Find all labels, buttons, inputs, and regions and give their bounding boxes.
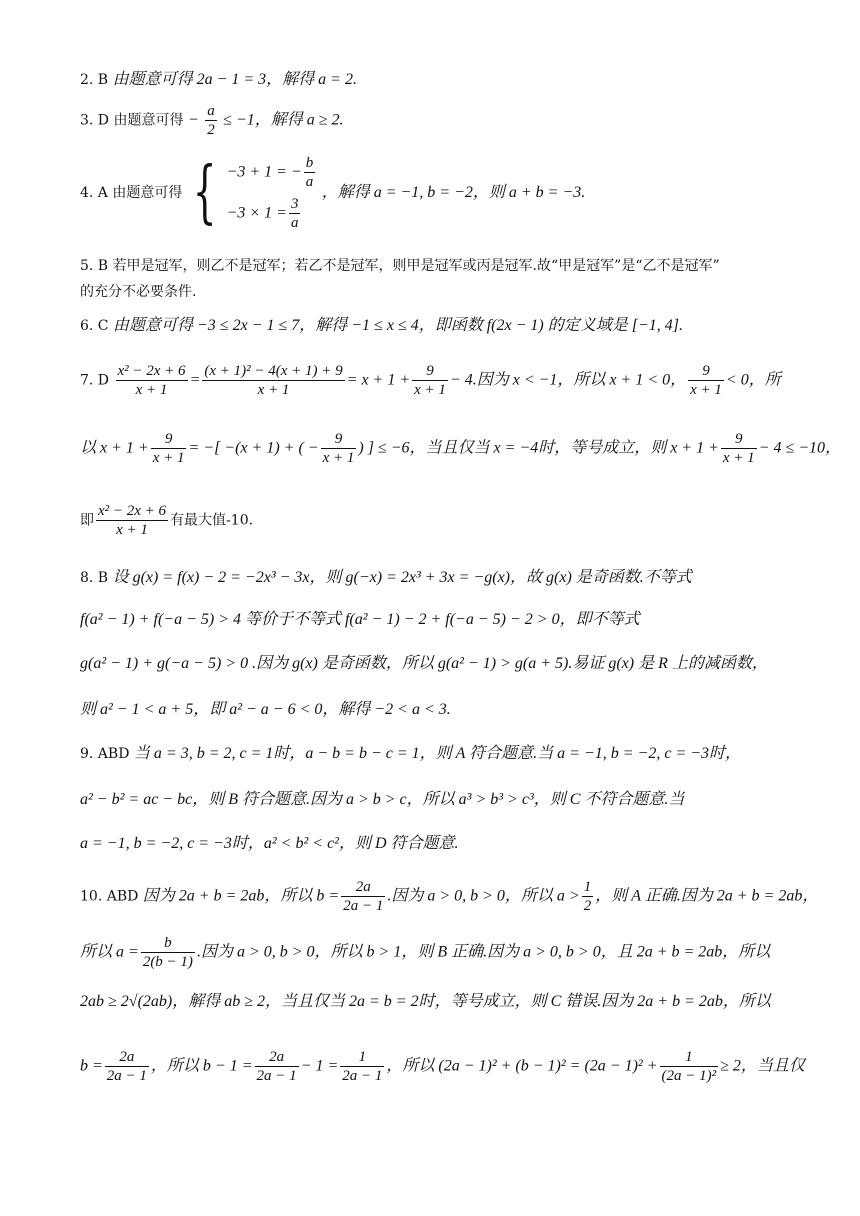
- answer-6: 6. C 由题意可得 −3 ≤ 2x − 1 ≤ 7，解得 −1 ≤ x ≤ 4，即函数 f(2x − 1) 的定义域是 [−1, 4].: [80, 317, 683, 334]
- answer-10-line-3: 2ab ≥ 2√(2ab)，解得 ab ≥ 2，当且仅当 2a = b = 2时，等号成立，则 C 错误.因为 2a + b = 2ab，所以: [80, 993, 771, 1010]
- answer-8-line-3: g(a² − 1) + g(−a − 5) > 0 .因为 g(x) 是奇函数，所以 g(a² − 1) > g(a + 5).易证 g(x) 是 R 上的减函数，: [80, 655, 768, 672]
- fraction: $\frac{a}{2}$: [207, 103, 215, 138]
- answer-8-line-2: f(a² − 1) + f(−a − 5) > 4 等价于不等式 f(a² − 1) − 2 + f(−a − 5) − 2 > 0，即不等式: [80, 611, 640, 628]
- answer-10-line-1: 10. ABD 因为 2a + b = 2ab，所以 b = $\frac{2a}{2a - 1}$ .因为 a > 0, b > 0，所以 a > $\frac{1}{2}$ ，则 A 正确.因为 2a + b = 2ab，: [80, 879, 819, 914]
- answer-8-line-4: 则 a² − 1 < a + 5，即 a² − a − 6 < 0，解得 −2 < a < 3.: [80, 701, 451, 718]
- answer-9-line-2: a² − b² = ac − bc，则 B 符合题意.因为 a > b > c，所以 a³ > b³ > c³，则 C 不符合题意.当: [80, 791, 685, 808]
- answer-8-line-1: 8. B 设 g(x) = f(x) − 2 = −2x³ − 3x，则 g(−x) = 2x³ + 3x = −g(x)，故 g(x) 是奇函数.不等式: [80, 569, 692, 586]
- left-brace: {: [192, 153, 217, 232]
- answer-5-line-1: 5. B 若甲是冠军，则乙不是冠军；若乙不是冠军，则甲是冠军或丙是冠军.故“甲是冠军”是“乙不是冠军”: [80, 258, 720, 274]
- answer-7-line-3: 即 $\frac{\text{x² − 2x + 6}}{x + 1}$ 有最大值-10.: [80, 503, 254, 538]
- answer-7-line-2: 以 x + 1 + $\frac{9}{x + 1}$ = −[ −(x + 1) + ( − $\frac{9}{x + 1}$ ) ] ≤ −6，当且仅当 x = −4时，等号成立，则 x + 1 + $\frac{9}{x + 1}$ − 4 ≤ −10，: [80, 431, 842, 466]
- answer-3: 3. D 由题意可得 − $\frac{a}{2}$ ≤ −1，解得 a ≥ 2.: [80, 103, 344, 138]
- answer-2: 2. B 由题意可得 2a − 1 = 3，解得 a = 2.: [80, 71, 357, 88]
- answer-7-line-1: 7. D $\frac{\text{x² − 2x + 6}}{x + 1}$ = $\frac{\text{(x + 1)² − 4(x + 1) + 9}}{x + 1}$ = x + 1 + $\frac{9}{x + 1}$ − 4.因为 x < −1，所以 x + 1 < 0， $\frac{9}{x + 1}$ < 0，所: [80, 363, 781, 398]
- answer-9-line-3: a = −1, b = −2, c = −3时，a² < b² < c²，则 D 符合题意.: [80, 835, 459, 852]
- answer-4: 4. A 由题意可得 { −3 + 1 = − $\frac{b}{a}$ −3 × 1 = $\frac{3}{a}$ ，解得 a = −1, b = −2，则 a + b = −3.: [80, 150, 800, 230]
- equation-system: −3 + 1 = − $\frac{b}{a}$ −3 × 1 = $\frac{3}{a}$: [226, 155, 314, 231]
- answer-9-line-1: 9. ABD 当 a = 3, b = 2, c = 1时，a − b = b − c = 1，则 A 符合题意.当 a = −1, b = −2, c = −3时，: [80, 745, 742, 762]
- answer-10-line-2: 所以 a = $\frac{b}{2(b - 1)}$ .因为 a > 0, b > 0，所以 b > 1，则 B 正确.因为 a > 0, b > 0，且 2a + b = 2ab，所以: [80, 935, 771, 970]
- answer-5-line-2: 的充分不必要条件.: [80, 284, 197, 300]
- answer-10-line-4: b = $\frac{2a}{2a - 1}$ ，所以 b − 1 = $\frac{2a}{2a - 1}$ − 1 = $\frac{1}{2a - 1}$ ，所以 (2a − 1)² + (b − 1)² = (2a − 1)² + $\frac{1}{\text{(2a − 1)²}}$ ≥ 2，当且仅: [80, 1049, 805, 1084]
